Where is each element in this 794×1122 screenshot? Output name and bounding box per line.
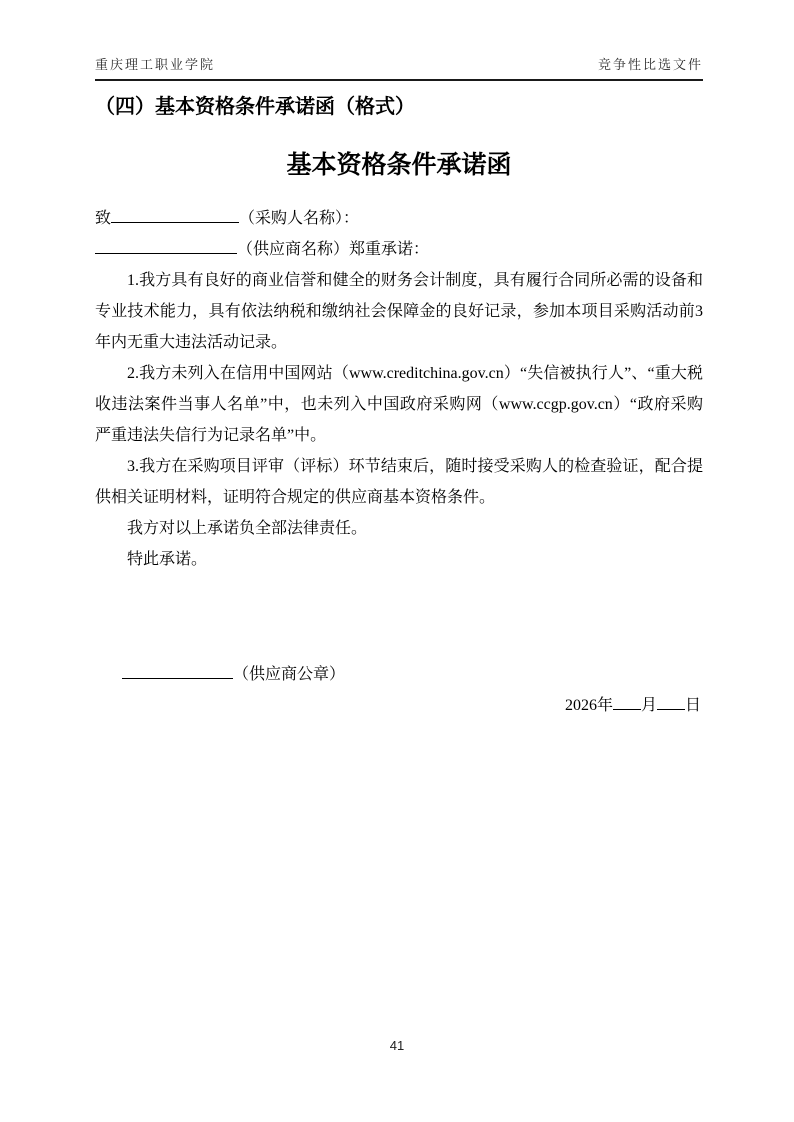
purchaser-name-blank [111,208,239,223]
signature-label: （供应商公章） [233,666,346,683]
salutation-line [95,203,703,234]
page-content [95,54,703,721]
letter-title: 基本资格条件承诺函 [286,152,512,179]
commitment-paragraph-2: 2.我方未列入在信用中国网站（www.creditchina.gov.cn）“失信被执行人”、“重大税收违法案件当事人名单”中，也未列入中国政府采购网（www.ccgp.gov.cn）“政府采购严重违法失信行为记录名单”中。 [95,365,703,444]
header-left-text: 重庆理工职业学院 [95,57,216,72]
salutation-prefix: 致 [95,210,112,227]
date-year: 2026年 [564,697,613,714]
section-heading: （四）基本资格条件承诺函（格式） [95,96,415,118]
declarer-suffix: （供应商名称）郑重承诺： [237,241,430,258]
commitment-paragraph-3: 3.我方在采购项目评审（评标）环节结束后，随时接受采购人的检查验证，配合提供相关证明材料，证明符合规定的供应商基本资格条件。 [95,458,703,506]
date-row [95,690,703,721]
date-month-label: 月 [640,697,657,714]
commitment-paragraph-1: 1.我方具有良好的商业信誉和健全的财务会计制度，具有履行合同所必需的设备和专业技术能力，具有依法纳税和缴纳社会保障金的良好记录，参加本项目采购活动前3年内无重大违法活动记录。 [95,272,703,351]
declarer-line [95,234,703,265]
supplier-name-blank [95,239,237,254]
signature-row [122,659,703,690]
date-day-label: 日 [684,697,701,714]
salutation-suffix: （采购人名称）： [239,210,360,227]
closing-line-responsibility: 我方对以上承诺负全部法律责任。 [127,520,368,537]
date-month-blank [613,695,641,710]
date-day-blank [657,695,685,710]
header-right-text: 竞争性比选文件 [597,57,703,72]
supplier-seal-blank [122,664,233,679]
letter-body [95,203,703,575]
running-header [95,54,703,81]
closing-line-hereby: 特此承诺。 [127,551,208,568]
page-number: 41 [389,1038,405,1053]
